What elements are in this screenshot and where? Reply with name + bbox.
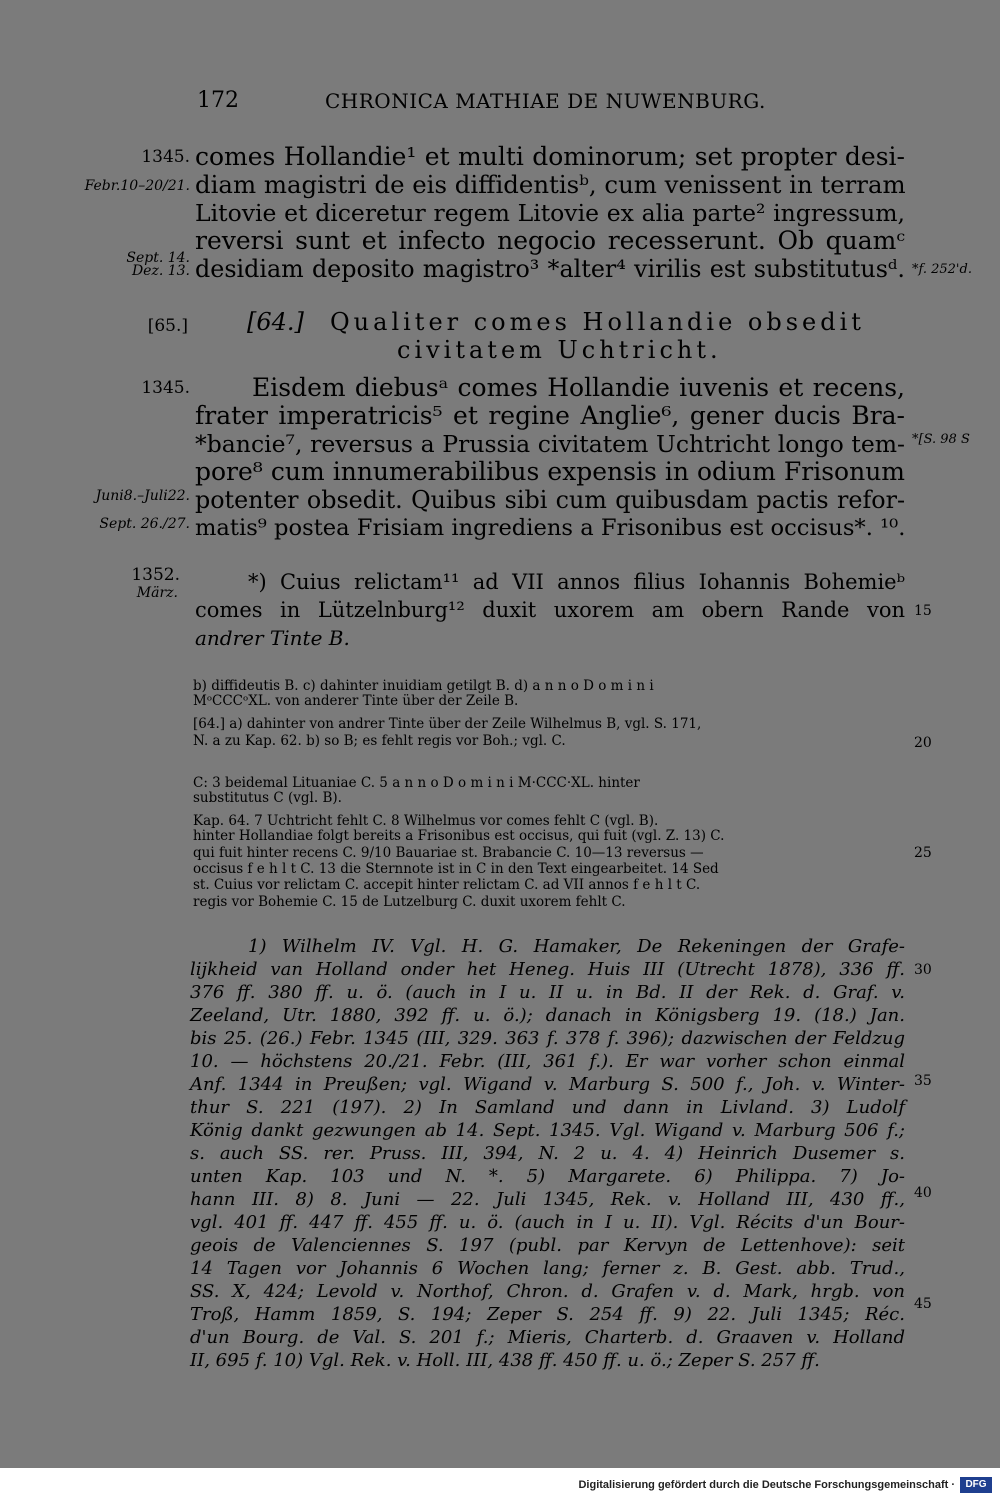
margin-folio: *[S. 98 S [912,432,970,447]
footnote-line: SS. X, 424; Levold v. Northof, Chron. d. Grafen v. d. Mark, hrgb. von [190,1281,905,1302]
funding-credit: Digitalisierung gefördert durch die Deutsche Forschungsgemeinschaft · [578,1479,955,1491]
line-number: 30 [914,962,932,978]
apparatus-line: st. Cuius vor relictam C. accepit hinter relictam C. ad VII annos f e h l t C. [193,877,701,893]
chapter-title: civitatem Uchtricht. [397,336,722,364]
margin-year: 1345. [141,147,190,167]
margin-chapter: [65.] [147,316,188,336]
line-number: 15 [914,603,932,619]
text-line: matis⁹ postea Frisiam ingrediens a Frisonibus est occisus*. ¹⁰. [195,515,906,541]
margin-date: März. [136,585,178,601]
apparatus-line: occisus f e h l t C. 13 die Sternnote ist in C in den Text eingearbeitet. 14 Sed [193,861,719,877]
apparatus-line: b) diffideutis B. c) dahinter inuidiam getilgt B. d) a n n o D o m i n i [193,678,654,694]
line-number: 25 [914,845,932,861]
margin-date: Juni8.–Juli22. [95,488,190,504]
page-number: 172 [197,88,239,113]
footnote-line: Troß, Hamm 1859, S. 194; Zeper S. 254 ff. 9) 22. Juli 1345; Réc. [190,1304,905,1325]
footnote-line: lijkheid van Holland onder het Heneg. Huis III (Utrecht 1878), 336 ff. [190,959,905,980]
footnote-line: hann III. 8) 8. Juni — 22. Juli 1345, Rek. v. Holland III, 430 ff., [190,1189,905,1210]
dfg-logo: DFG [960,1477,992,1493]
text-line: desidiam deposito magistro³ *alter⁴ virilis est substitutusᵈ. [195,255,905,283]
text-line: frater imperatricis⁵ et regine Anglie⁶, gener ducis Bra- [195,401,905,430]
text-line: pore⁸ cum innumerabilibus expensis in odium Frisonum [195,457,905,486]
text-line: Eisdem diebusᵃ comes Hollandie iuvenis et recens, [252,373,905,402]
footer-bar [0,1468,1000,1500]
footnote-line: bis 25. (26.) Febr. 1345 (III, 329. 363 f. 378 f. 396); dazwischen der Feldzug [190,1028,905,1049]
running-title: CHRONICA MATHIAE DE NUWENBURG. [325,89,766,113]
footnote-line: s. auch SS. rer. Pruss. III, 394, N. 2 u. 4. 4) Heinrich Dusemer s. [190,1143,905,1164]
footnote-line: unten Kap. 103 und N. *. 5) Margarete. 6) Philippa. 7) Jo- [190,1166,905,1187]
text-line: potenter obsedit. Quibus sibi cum quibusdam pactis refor- [195,486,905,514]
footnote-line: geois de Valenciennes S. 197 (publ. par Kervyn de Lettenhove): seit [190,1235,905,1256]
margin-year: 1352. [131,565,180,585]
line-number: 35 [914,1073,932,1089]
margin-date: Sept. 26./27. [99,516,190,532]
margin-date: Febr.10–20/21. [84,178,190,194]
line-number: 45 [914,1296,932,1312]
margin-date: Sept. 14. [126,250,190,266]
footnote-line: König dankt gezwungen ab 14. Sept. 1345. Vgl. Wigand v. Marburg 506 f.; [190,1120,905,1141]
note-line: andrer Tinte B. [195,626,350,650]
text-line: *bancie⁷, reversus a Prussia civitatem Uchtricht longo tem- [195,430,905,458]
apparatus-line: hinter Hollandiae folgt bereits a Frisonibus est occisus, qui fuit (vgl. Z. 13) C. [193,828,725,844]
apparatus-line: N. a zu Kap. 62. b) so B; es fehlt regis vor Boh.; vgl. C. [193,733,566,749]
chapter-title: Qualiter comes Hollandie obsedit [330,308,865,336]
footnote-line: II, 695 f. 10) Vgl. Rek. v. Holl. III, 438 ff. 450 ff. u. ö.; Zeper S. 257 ff. [190,1350,820,1371]
note-line: *) Cuius relictam¹¹ ad VII annos filius Iohannis Bohemieᵇ [248,570,905,594]
apparatus-line: qui fuit hinter recens C. 9/10 Bauariae st. Brabancie C. 10—13 reversus — [193,845,704,861]
note-line: comes in Lützelnburg¹² duxit uxorem am obern Rande von [195,598,905,622]
line-number: 20 [914,735,932,751]
margin-year: 1345. [141,378,190,398]
apparatus-line: MᵒCCCᵒXL. von anderer Tinte über der Zeile B. [193,693,519,709]
footnote-line: thur S. 221 (197). 2) In Samland und dann in Livland. 3) Ludolf [190,1097,905,1118]
apparatus-line: Kap. 64. 7 Uchtricht fehlt C. 8 Wilhelmus vor comes fehlt C (vgl. B). [193,813,659,829]
text-line: Litovie et diceretur regem Litovie ex alia parte² ingressum, [195,199,905,227]
footnote-line: 1) Wilhelm IV. Vgl. H. G. Hamaker, De Rekeningen der Grafe- [248,936,905,957]
margin-folio: *f. 252'd. [912,262,972,277]
footnote-line: vgl. 401 ff. 447 ff. 455 ff. u. ö. (auch in I u. II). Vgl. Récits d'un Bour- [190,1212,905,1233]
footnote-line: 10. — höchstens 20./21. Febr. (III, 361 f.). Er war vorher schon einmal [190,1051,905,1072]
margin-date: Dez. 13. [131,263,190,279]
chapter-number: [64.] [247,308,304,336]
footnote-line: 14 Tagen vor Johannis 6 Wochen lang; ferner z. B. Gest. abb. Trud., [190,1258,905,1279]
text-line: reversi sunt et infecto negocio recesserunt. Ob quamᶜ [195,226,905,255]
footnote-line: Anf. 1344 in Preußen; vgl. Wigand v. Marburg S. 500 f., Joh. v. Winter- [190,1074,905,1095]
footnote-line: d'un Bourg. de Val. S. 201 f.; Mieris, Charterb. d. Graaven v. Holland [190,1327,905,1348]
text-line: comes Hollandie¹ et multi dominorum; set propter desi- [195,142,905,171]
footnote-line: Zeeland, Utr. 1880, 392 ff. u. ö.); danach in Königsberg 19. (18.) Jan. [190,1005,905,1026]
apparatus-line: [64.] a) dahinter von andrer Tinte über der Zeile Wilhelmus B, vgl. S. 171, [193,716,702,732]
apparatus-line: substitutus C (vgl. B). [193,790,342,806]
text-line: diam magistri de eis diffidentisᵇ, cum venissent in terram [195,170,906,199]
line-number: 40 [914,1185,932,1201]
apparatus-line: regis vor Bohemie C. 15 de Lutzelburg C. duxit uxorem fehlt C. [193,894,626,910]
apparatus-line: C: 3 beidemal Lituaniae C. 5 a n n o D o m i n i M·CCC·XL. hinter [193,775,640,791]
footnote-line: 376 ff. 380 ff. u. ö. (auch in I u. II u. in Bd. II der Rek. d. Graf. v. [190,982,905,1003]
